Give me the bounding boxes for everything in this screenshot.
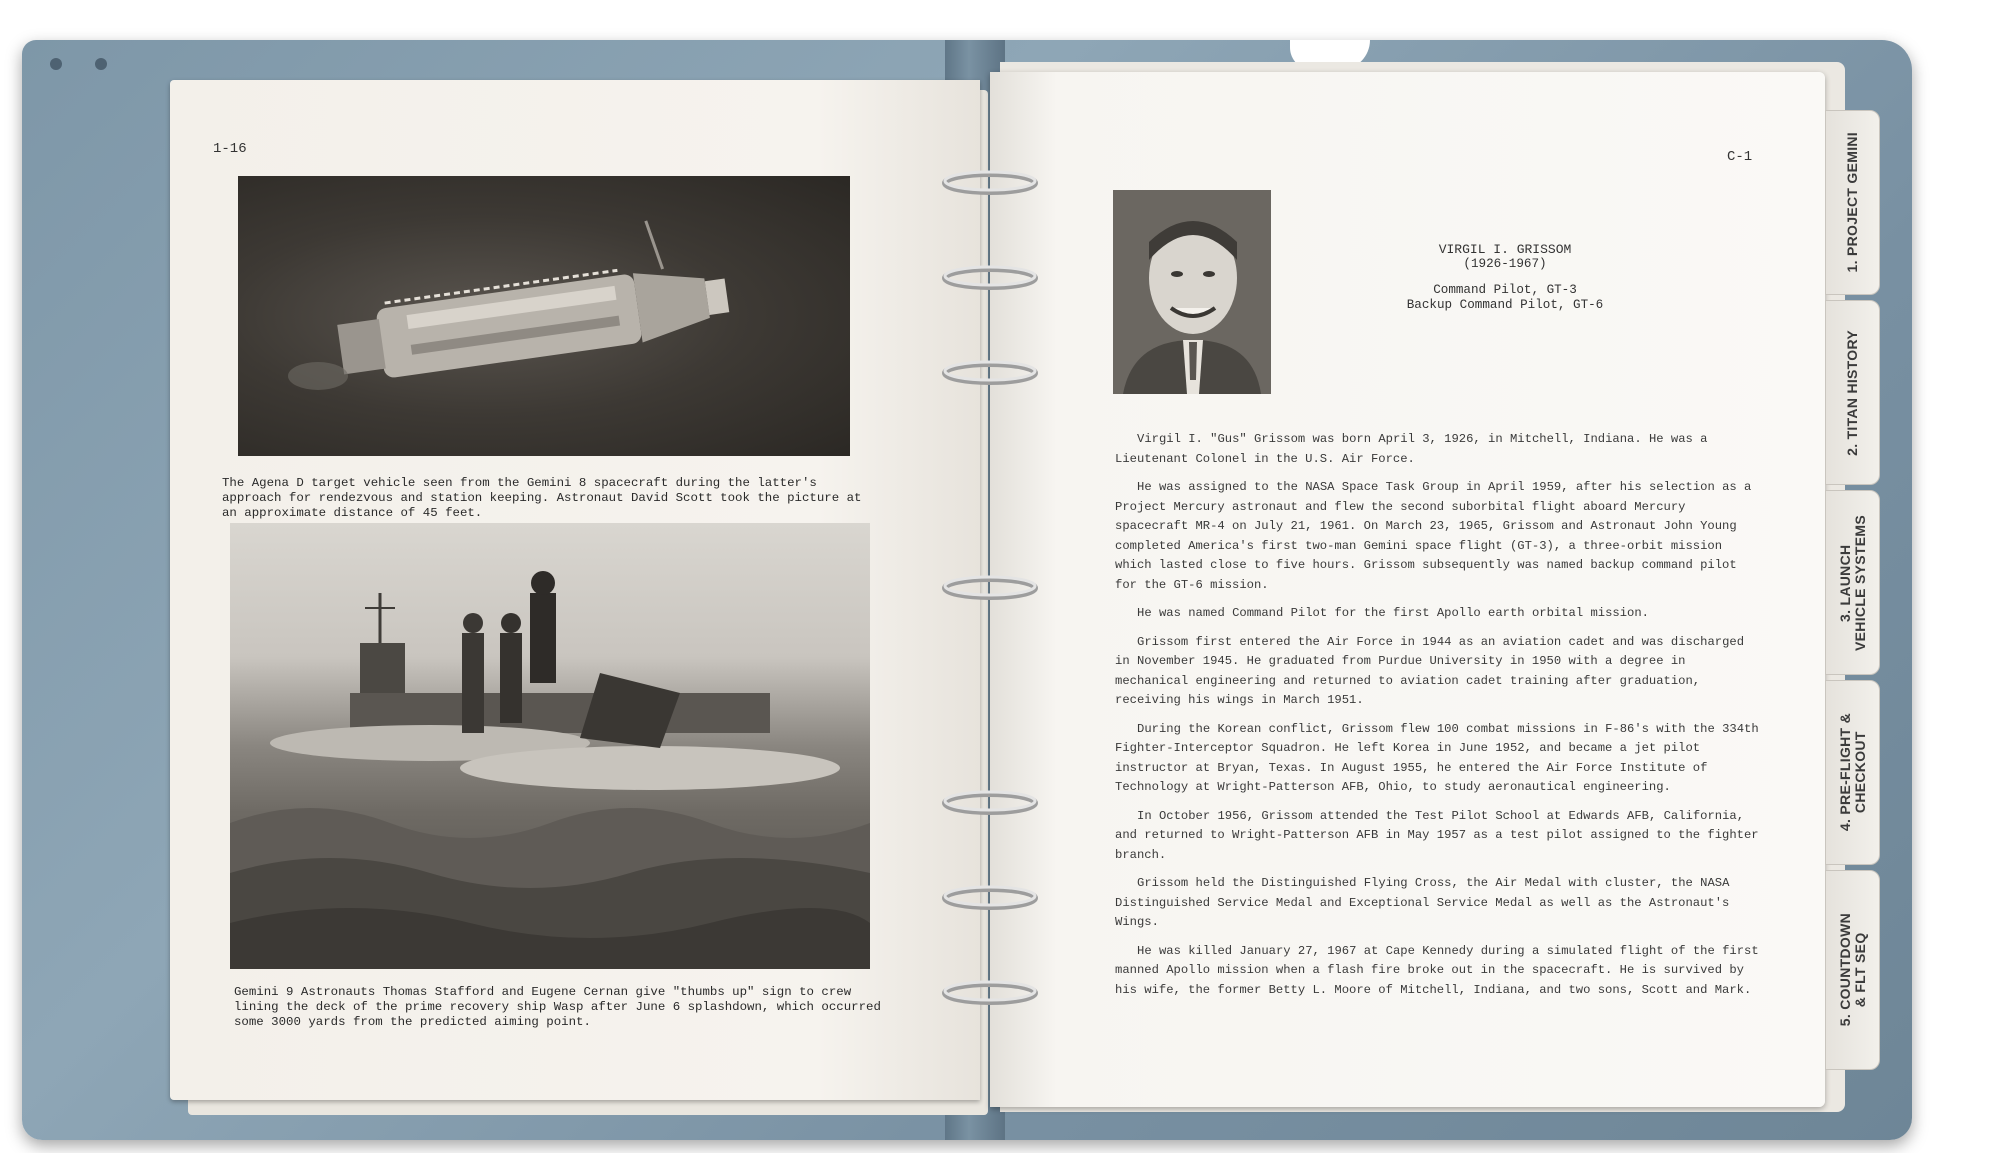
bio-header [1320,242,1690,313]
binder-ring [940,265,1040,291]
astronaut-years: (1926-1967) [1463,257,1547,271]
recovery-ship-photo [230,523,870,969]
role-primary: Command Pilot, GT-3 [1433,283,1577,297]
tab-pre-flight-checkout[interactable]: 4. PRE-FLIGHT & CHECKOUT [1825,680,1880,865]
left-page-number: 1-16 [213,141,247,157]
bio-paragraph: He was named Command Pilot for the first Apollo earth orbital mission. [1137,606,1649,620]
binder-ring [940,790,1040,816]
binder-ring [940,360,1040,386]
cover-rivet [50,58,62,70]
binder-ring [940,170,1040,196]
bio-paragraph: During the Korean conflict, Grissom flew 100 combat missions in F-86's with the 334th Fighter-Interceptor Squadron. He left Korea in June 1952, and became a jet pilot instructor at Bryan, Texas. In August 1955, he entered the Air Force Institute of Technology at Wright-Patterson AFB, Ohio, to study aeronautical engineering. [1115,721,1759,794]
role-backup: Backup Command Pilot, GT-6 [1406,298,1604,312]
photo-2-caption: Gemini 9 Astronauts Thomas Stafford and Eugene Cernan give "thumbs up" sign to crew lining the deck of the prime recovery ship Wasp after June 6 splashdown, which occurred some 3000 yards from the predicted aiming point. [234,985,881,1029]
binder-ring [940,980,1040,1006]
biography-text [1115,430,1765,1009]
binder-ring [940,885,1040,911]
bio-paragraph: In October 1956, Grissom attended the Test Pilot School at Edwards AFB, California, and returned to Wright-Patterson AFB in May 1957 as a test pilot assigned to the fighter branch. [1115,808,1759,862]
grissom-portrait [1113,190,1271,394]
tab-project-gemini[interactable]: 1. PROJECT GEMINI [1825,110,1880,295]
bio-paragraph: He was assigned to the NASA Space Task Group in April 1959, after his selection as a Project Mercury astronaut and flew the second suborbital flight aboard Mercury spacecraft MR-4 on July 21, 1961. On March 23, 1965, Grissom and Astronaut John Young completed America's first two-man Gemini space flight (GT-3), a three-orbit mission which lasted close to five hours. Grissom subsequently was named backup command pilot for the GT-6 mission. [1115,480,1752,592]
tab-countdown-flt-seq[interactable]: 5. COUNTDOWN & FLT SEQ [1825,870,1880,1070]
binder-ring [940,575,1040,601]
bio-paragraph: He was killed January 27, 1967 at Cape Kennedy during a simulated flight of the first manned Apollo mission when a flash fire broke out in the spacecraft. He is survived by his wife, the former Betty L. Moore of Mitchell, Indiana, and two sons, Scott and Mark. [1115,943,1759,997]
tab-titan-history[interactable]: 2. TITAN HISTORY [1825,300,1880,485]
cover-rivet [95,58,107,70]
bio-paragraph: Grissom held the Distinguished Flying Cross, the Air Medal with cluster, the NASA Distinguished Service Medal and Exceptional Service Medal as well as the Astronaut's Wings. [1115,876,1730,929]
photo-1-caption: The Agena D target vehicle seen from the Gemini 8 spacecraft during the latter's approach for rendezvous and station keeping. Astronaut David Scott took the picture at an approximate distance of 45 feet. [222,476,862,520]
right-page-number: C-1 [1727,149,1753,165]
astronaut-name: VIRGIL I. GRISSOM [1438,242,1572,257]
agena-target-photo [238,176,850,456]
tab-launch-vehicle-systems[interactable]: 3. LAUNCH VEHICLE SYSTEMS [1825,490,1880,675]
bio-paragraph: Grissom first entered the Air Force in 1944 as an aviation cadet and was discharged in November 1945. He graduated from Purdue University in 1950 with a degree in mechanical engineering and returned to aviation cadet training after graduation, receiving his wings in March 1951. [1115,634,1745,707]
bio-paragraph: Virgil I. "Gus" Grissom was born April 3, 1926, in Mitchell, Indiana. He was a Lieutenant Colonel in the U.S. Air Force. [1115,432,1708,466]
